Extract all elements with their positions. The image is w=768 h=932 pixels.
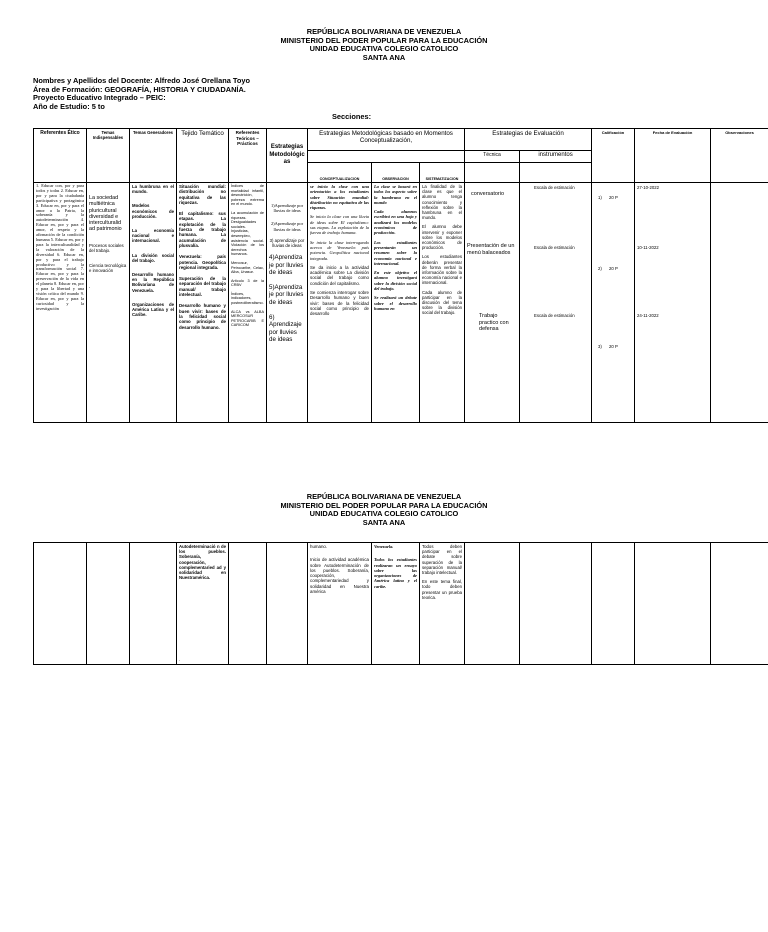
sistematizacion-item: Cada alumno de participar en la discusión del tema sobre la división social del trabajo. bbox=[422, 289, 463, 316]
fecha-item: 27-10-2022 bbox=[637, 185, 660, 190]
referente-item: Artículo 3 de la CRBV bbox=[231, 278, 264, 288]
conceptualizacion-item: humano. bbox=[310, 544, 328, 549]
th-referentes-teoricos: Referentes Teóricos – Prácticos bbox=[229, 129, 267, 183]
tema-generador: La división social del trabajo. bbox=[132, 252, 174, 263]
tema-indispensable: Procesos sociales del trabajo. bbox=[89, 242, 124, 253]
instrumento-item: Escala de estimación bbox=[534, 245, 575, 250]
observacion-item: Todos los estudiantes realizaran un ensayo sobre las organizaciones de América latina y el caribe. bbox=[374, 557, 417, 589]
header-institution bbox=[0, 28, 768, 62]
calificacion-item: 3) 20 P bbox=[598, 344, 618, 350]
th-estrategias: Estrategias Metodológic as bbox=[267, 129, 308, 183]
anio-estudio: Año de Estudio: 5 to bbox=[33, 102, 105, 112]
instrumento-item: Escala de estimación bbox=[534, 185, 575, 190]
th-referentes-eticos: Referentes Ético bbox=[34, 129, 87, 183]
cell-tejido-tematico bbox=[177, 183, 229, 423]
th-fecha-evaluacion: Fecha de Evaluación bbox=[635, 129, 711, 183]
plan-meta bbox=[33, 77, 250, 112]
th-tecnica: Técnica bbox=[465, 151, 520, 163]
estrategia-item: 2)Aprendizaje por lluvias de ideas bbox=[270, 221, 304, 232]
tejido-dot: . bbox=[179, 656, 181, 662]
cell-referentes-teoricos bbox=[229, 183, 267, 423]
th-tejido-tematico: Tejido Temático bbox=[177, 129, 229, 183]
tejido-item: Desarrollo humano y buen vivir: bases de la felicidad social como principio de desarrollo humano. bbox=[179, 303, 226, 330]
header-line-ministry: MINISTERIO DEL PODER POPULAR PARA LA EDUCACIÓN bbox=[280, 500, 488, 510]
tejido-item: Autodeterminació n de los pueblos. Soberanía, cooperación, complementaried ad y solidaridad en Nuestramérica. bbox=[179, 544, 226, 581]
secciones-label: Secciones: bbox=[332, 112, 372, 121]
estrategia-item: 1)Aprendizaje por lluvias de ideas bbox=[270, 203, 304, 214]
observacion-item: Cada alumnos escribirá en una hoja y analizará los modelos económicos de producción. bbox=[374, 209, 417, 236]
tejido-item: Superación de la separación del trabajo manual/ trabajo intelectual. bbox=[179, 276, 226, 298]
calificacion-item: 2) 20 P bbox=[598, 265, 618, 271]
cell-sistematizacion bbox=[420, 183, 465, 423]
tecnica-item: Presentación de un menú balaceados bbox=[467, 243, 515, 256]
tema-generador: La economía nacional e internacional. bbox=[132, 228, 174, 244]
tejido-item: El capitalismo: sus etapas. La explotación de la fuerza de trabajo humana. La acumulación de plusvalía. bbox=[179, 211, 226, 248]
conceptualizacion-item: Se inicia la clase interrogando acerca de Venezuela: país potencia. Geopolítica nacional integrada. bbox=[310, 239, 369, 261]
referente-item: ALCA vs ALBA MERCOSUR PETROCARIB E CARICOM bbox=[231, 309, 264, 328]
referente-item: Índices, indicadores, postneoliberalismo. bbox=[231, 291, 264, 306]
th-estrategias-momentos: Estrategias Metodológicas basado en Momentos Conceptualización, bbox=[308, 129, 465, 151]
cell-instrumentos bbox=[520, 183, 592, 423]
header-line-ministry: MINISTERIO DEL PODER POPULAR PARA LA EDUCACIÓN bbox=[280, 35, 488, 45]
tejido-item: Venezuela: país potencia. Geopolítica regional integrada. bbox=[179, 254, 226, 270]
sistematizacion-item: Los estudiantes deberán presentar de forma verbal la información sobre la economía nacional e internacional. bbox=[422, 254, 463, 286]
cell-estrategias bbox=[267, 183, 308, 423]
conceptualizacion-item: Se comienza interrogar sobre Desarrollo humano y buen vivir: bases de la felicidad social como principio de desarrollo bbox=[310, 290, 369, 317]
observacion-item: La clase se basará en todos los aspecto sobre la hambruna en el mundo bbox=[374, 184, 417, 205]
header-line-school: UNIDAD EDUCATIVA COLEGIO CATOLICO bbox=[309, 44, 459, 54]
cell-calificacion bbox=[592, 183, 635, 423]
th-estrategias-evaluacion: Estrategias de Evaluación bbox=[465, 129, 592, 151]
tecnica-item: Trabajo practico con defensa bbox=[479, 313, 509, 332]
cell-referentes-eticos: 1. Educar con, por y para todos y todas 2. Educar en, por y para la ciudadanía participativa y protagónica 3. Educar en, por y para el amor a la Patria, la soberanía y la autodeterminación 4. Educar en, por y para el amor, el respeto y la afirmación de la condición humana 5. Educar en, por y para la interculturalidad y la valoración de la diversidad 6. Educar en, por y para el trabajo productivo y la transformación social 7. Educar en, por y para la preservación de la vida en el planeta 8. Educar en, por y para la libertad y una visión crítica del mundo 9. Educar en, por y para la curiosidad y la investigación bbox=[34, 183, 87, 423]
conceptualizacion-item: Se inicia la clase con una lluvia de ideas sobre El capitalismo: sus etapas. La explotación de la fuerza de trabajo humana. bbox=[310, 214, 369, 236]
header-line-school: UNIDAD EDUCATIVA COLEGIO CATOLICO bbox=[309, 509, 459, 519]
conceptualizacion-item: se inicia la clase con una orientación a los estudiantes sobre Situación mundial: distribución no equitativa de las riquezas. bbox=[310, 184, 369, 211]
th-calificacion: Calificación bbox=[592, 129, 635, 183]
referente-item: Mercosur, Petrocaribe, Celac, Alba, Unasur. bbox=[231, 260, 264, 275]
area-formacion: Área de Formación: GEOGRAFÍA, HISTORIA Y CIUDADANÍA. bbox=[33, 84, 246, 94]
header-line-city: SANTA ANA bbox=[362, 52, 406, 62]
cell-sistematizacion-cont bbox=[420, 543, 465, 665]
fecha-item: 10-11-2022 bbox=[637, 245, 659, 250]
sistematizacion-item: Todos deben participar en el debate sobre superación de la separación manual/ trabajo intelectual. bbox=[422, 544, 462, 576]
planning-table bbox=[33, 128, 768, 423]
cell-observacion bbox=[372, 183, 420, 423]
tema-generador: Desarrollo humano en la República Bolivariana de Venezuela. bbox=[132, 272, 174, 293]
estrategia-item: 5)Aprendiza je por lluvies de ideas bbox=[269, 284, 304, 306]
estrategia-item: 3) aprendizaje por lluvias de ideas bbox=[269, 237, 305, 249]
observacion-item: Los estudiantes presentarán un resumen sobre la economía nacional e internacional. bbox=[374, 239, 417, 266]
sistematizacion-item: El alumno debe intervenir y exponer sobre los modelos económicos de producción. bbox=[422, 224, 463, 251]
th-observaciones: Observaciones bbox=[711, 129, 768, 183]
header-line-republic: REPÚBLICA BOLIVARIANA DE VENEZUELA bbox=[306, 492, 462, 501]
cell-observaciones bbox=[711, 183, 768, 423]
header-line-republic: REPÚBLICA BOLIVARIANA DE VENEZUELA bbox=[306, 27, 462, 36]
tema-indispensable: La sociedad multiétnica pluricultural diversidad e interculturalid ad patrimonio bbox=[89, 195, 122, 233]
cell-tejido-tematico-cont bbox=[177, 543, 229, 665]
calificacion-item: 1) 20 P bbox=[598, 195, 618, 201]
observacion-item: Venezuela. bbox=[374, 544, 394, 549]
tema-generador: Organizaciones de América Latina y el Caribe. bbox=[132, 301, 174, 318]
th-temas-indispensables: Temas Indispensables bbox=[87, 129, 130, 183]
sistematizacion-item: La finalidad de la clase es que el alumno tenga conocimiento y reflexión sobre la hambruna en el mundo. bbox=[422, 184, 463, 221]
conceptualizacion-item: Inicio de actividad académica sobre Autodeterminación de los pueblos. Soberanía, cooperación, complementariedad y solidaridad en Nuestra américa bbox=[310, 557, 369, 595]
fecha-item: 24-11-2022 bbox=[637, 313, 659, 318]
th-sistematizacion: SISTEMATIZACION bbox=[420, 163, 465, 183]
tecnica-item: conversatorio bbox=[471, 191, 505, 197]
teacher-name: Nombres y Apellidos del Docente: Alfredo José Orellana Toyo bbox=[33, 76, 250, 85]
tema-generador: Modelos económicos de producción. bbox=[132, 203, 174, 219]
cell-tecnicas bbox=[465, 183, 520, 423]
referente-item: Índices de mortalidad infantil, desnutrición, pobreza extrema en el mundo. bbox=[231, 184, 264, 207]
th-observacion: OBSERVACION bbox=[372, 163, 420, 183]
cell-temas-generadores bbox=[130, 183, 177, 423]
cell-observacion-cont bbox=[372, 543, 420, 665]
planning-table-continued bbox=[33, 542, 768, 665]
header-line-city: SANTA ANA bbox=[362, 517, 406, 527]
observacion-item: En este objetivo el alumno investigará sobre la división social del trabajo. bbox=[374, 270, 417, 292]
tejido-item: Situación mundial: distribución no equitativa de las riquezas. bbox=[179, 184, 226, 205]
cell-conceptualizacion-cont bbox=[308, 543, 372, 665]
header-institution-page2 bbox=[0, 493, 768, 527]
estrategia-item: 4)Aprendiza je por lluvies de ideas bbox=[269, 254, 304, 276]
observacion-item: Se realizará un debate sobre el desarrollo humano en bbox=[374, 295, 417, 311]
referente-item: La acumulación de riquezas. Desigualdades sociales. Injusticias, desempleo, asistencia social. Violación de los derechos humanos. bbox=[231, 210, 264, 257]
proyecto-peic: Proyecto Educativo Integrado – PEIC: bbox=[33, 93, 166, 103]
tema-indispensable: . bbox=[89, 283, 91, 290]
estrategia-item: 6) Aprendizaje por lluvies de ideas bbox=[269, 314, 302, 343]
sistematizacion-item: En este tema final, todo deben presentar un prueba teorica. bbox=[422, 579, 462, 600]
cell-temas-indispensables bbox=[87, 183, 130, 423]
cell-fechas bbox=[635, 183, 711, 423]
tema-generador: La humbruna en el mundo. bbox=[132, 184, 174, 195]
tema-indispensable: Ciencia tecnológica e innovación bbox=[89, 263, 127, 274]
cell-conceptualizacion bbox=[308, 183, 372, 423]
th-conceptualizacion: CONCEPTUALIZACION bbox=[308, 163, 372, 183]
instrumento-item: Escala de estimación bbox=[534, 313, 575, 318]
th-temas-generadores: Temas Generadores bbox=[130, 129, 177, 183]
conceptualizacion-item: Se da inicio a la actividad académica sobre La división social del trabajo como condición del capitalismo. bbox=[310, 264, 369, 286]
th-instrumentos: instrumentos bbox=[520, 151, 592, 163]
